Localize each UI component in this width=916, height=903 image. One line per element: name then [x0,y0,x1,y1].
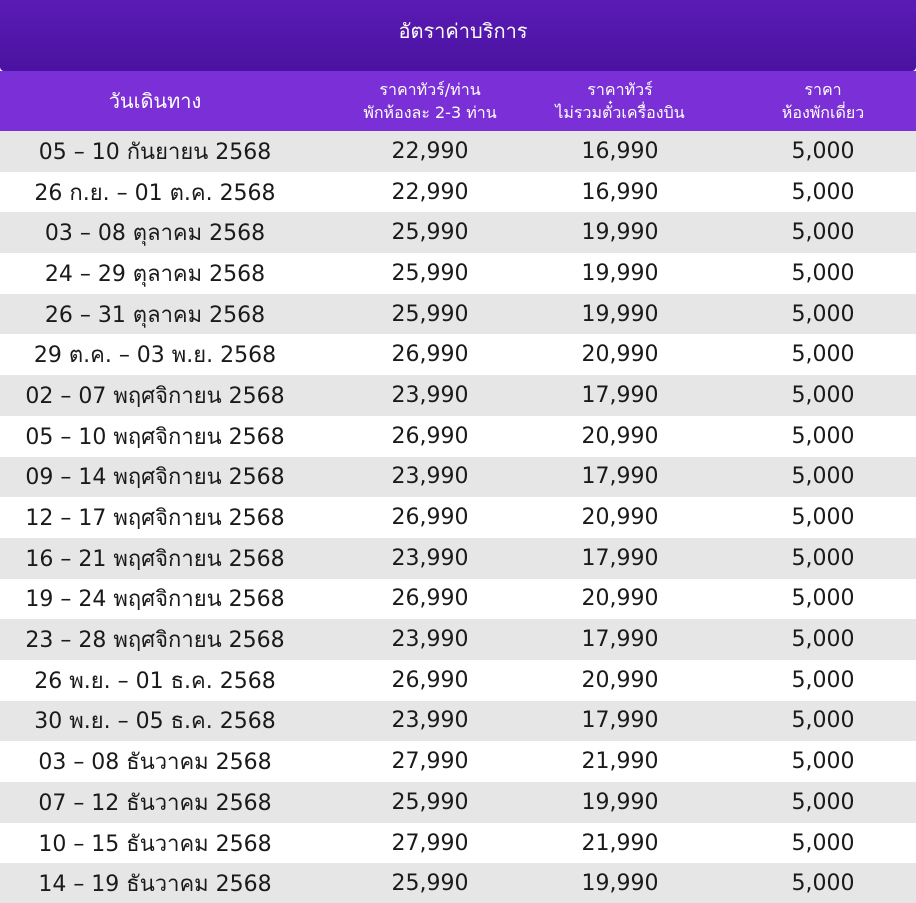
no-flight-price-cell: 19,990 [581,871,659,897]
tour-price-cell: 25,990 [391,789,469,815]
date-cell: 05 – 10 พฤศจิกายน 2568 [25,424,285,450]
tour-price-cell: 27,990 [391,749,469,775]
tour-price-cell: 25,990 [391,260,469,286]
table-row [0,660,916,701]
tour-price-cell: 23,990 [391,627,469,653]
tour-price-cell: 26,990 [391,505,469,531]
table-row [0,782,916,823]
single-room-price-cell: 5,000 [791,464,855,490]
no-flight-price-cell: 16,990 [581,179,659,205]
no-flight-price-cell: 20,990 [581,667,659,693]
tour-price-cell: 25,990 [391,301,469,327]
table-row [0,294,916,335]
single-room-price-cell: 5,000 [791,708,855,734]
date-cell: 24 – 29 ตุลาคม 2568 [44,261,266,287]
tour-price-cell: 23,990 [391,545,469,571]
header-tour-price: ราคาทัวร์/ท่าน พักห้องละ 2-3 ท่าน [363,80,497,122]
single-room-price-cell: 5,000 [791,545,855,571]
table-header [0,71,916,131]
single-room-price-cell: 5,000 [791,342,855,368]
no-flight-price-cell: 17,990 [581,464,659,490]
tour-price-cell: 27,990 [391,830,469,856]
tour-price-cell: 23,990 [391,382,469,408]
tour-price-cell: 26,990 [391,586,469,612]
date-cell: 30 พ.ย. – 05 ธ.ค. 2568 [34,709,276,735]
single-room-price-cell: 5,000 [791,505,855,531]
no-flight-price-cell: 21,990 [581,749,659,775]
table-row [0,579,916,620]
table-row [0,212,916,253]
table-row [0,172,916,213]
no-flight-price-cell: 19,990 [581,301,659,327]
tour-price-cell: 23,990 [391,708,469,734]
no-flight-price-cell: 20,990 [581,342,659,368]
no-flight-price-cell: 19,990 [581,220,659,246]
tour-price-cell: 25,990 [391,871,469,897]
no-flight-price-cell: 16,990 [581,138,659,164]
table-row [0,823,916,864]
table-row [0,741,916,782]
single-room-price-cell: 5,000 [791,667,855,693]
table-row [0,538,916,579]
table-title: อัตราค่าบริการ [398,18,528,43]
table-row [0,457,916,498]
header-single-room: ราคา ห้องพักเดี่ยว [781,80,865,122]
no-flight-price-cell: 17,990 [581,627,659,653]
single-room-price-cell: 5,000 [791,179,855,205]
no-flight-price-cell: 17,990 [581,545,659,571]
single-room-price-cell: 5,000 [791,301,855,327]
single-room-price-cell: 5,000 [791,382,855,408]
date-cell: 03 – 08 ธันวาคม 2568 [38,750,272,776]
date-cell: 26 ก.ย. – 01 ต.ค. 2568 [34,180,276,206]
single-room-price-cell: 5,000 [791,627,855,653]
single-room-price-cell: 5,000 [791,423,855,449]
tour-price-cell: 25,990 [391,220,469,246]
tour-price-cell: 22,990 [391,179,469,205]
no-flight-price-cell: 20,990 [581,505,659,531]
date-cell: 19 – 24 พฤศจิกายน 2568 [25,587,285,613]
date-cell: 26 – 31 ตุลาคม 2568 [44,302,266,328]
table-row [0,701,916,742]
tour-price-cell: 23,990 [391,464,469,490]
table-body [0,131,916,903]
table-row [0,619,916,660]
date-cell: 10 – 15 ธันวาคม 2568 [38,831,272,857]
no-flight-price-cell: 19,990 [581,260,659,286]
no-flight-price-cell: 17,990 [581,708,659,734]
table-row [0,131,916,172]
no-flight-price-cell: 20,990 [581,586,659,612]
date-cell: 29 ต.ค. – 03 พ.ย. 2568 [33,343,277,369]
table-row [0,375,916,416]
no-flight-price-cell: 20,990 [581,423,659,449]
date-cell: 23 – 28 พฤศจิกายน 2568 [25,628,285,654]
tour-price-cell: 26,990 [391,423,469,449]
table-row [0,253,916,294]
single-room-price-cell: 5,000 [791,220,855,246]
table-title-bar [0,0,916,71]
single-room-price-cell: 5,000 [791,138,855,164]
table-row [0,863,916,903]
header-travel-date: วันเดินทาง [108,88,202,113]
date-cell: 12 – 17 พฤศจิกายน 2568 [25,506,285,532]
date-cell: 05 – 10 กันยายน 2568 [38,139,272,165]
date-cell: 09 – 14 พฤศจิกายน 2568 [25,465,285,491]
single-room-price-cell: 5,000 [791,871,855,897]
date-cell: 26 พ.ย. – 01 ธ.ค. 2568 [34,668,276,694]
single-room-price-cell: 5,000 [791,586,855,612]
date-cell: 07 – 12 ธันวาคม 2568 [38,790,272,816]
date-cell: 14 – 19 ธันวาคม 2568 [38,872,272,898]
table-row [0,497,916,538]
single-room-price-cell: 5,000 [791,260,855,286]
date-cell: 02 – 07 พฤศจิกายน 2568 [25,383,285,409]
single-room-price-cell: 5,000 [791,749,855,775]
table-row [0,334,916,375]
no-flight-price-cell: 21,990 [581,830,659,856]
single-room-price-cell: 5,000 [791,830,855,856]
date-cell: 16 – 21 พฤศจิกายน 2568 [25,546,285,572]
no-flight-price-cell: 17,990 [581,382,659,408]
no-flight-price-cell: 19,990 [581,789,659,815]
single-room-price-cell: 5,000 [791,789,855,815]
date-cell: 03 – 08 ตุลาคม 2568 [44,221,266,247]
tour-price-cell: 22,990 [391,138,469,164]
tour-price-cell: 26,990 [391,667,469,693]
header-no-flight-price: ราคาทัวร์ ไม่รวมตั๋วเครื่องบิน [555,80,685,122]
table-row [0,416,916,457]
tour-price-cell: 26,990 [391,342,469,368]
